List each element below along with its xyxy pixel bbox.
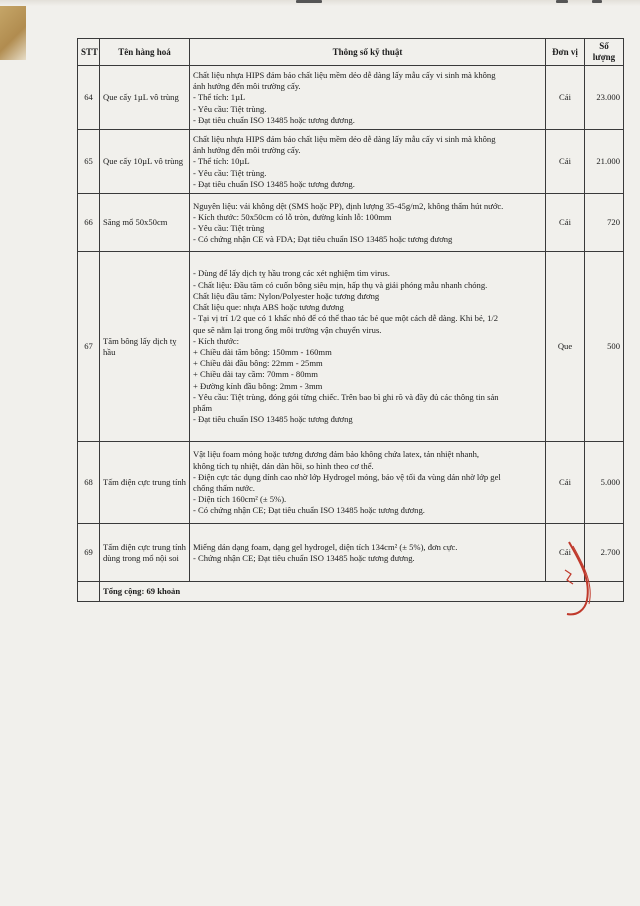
row-specification [190,252,546,442]
row-stt: 69 [78,524,100,582]
spec-line: ảnh hưởng đến môi trường cấy. [193,145,301,156]
spec-line: - Chứng nhận CE; Đạt tiêu chuẩn ISO 13485 hoặc tương đương. [193,552,415,563]
row-unit: Cái [546,524,585,582]
red-stamp-mark [561,540,601,618]
spec-line: - Có chứng nhận CE và FDA; Đạt tiêu chuẩn ISO 13485 hoặc tương đương [193,234,453,245]
table-row [78,66,624,130]
row-item-name: Tăm bông lấy dịch tỵ hầu [100,252,190,442]
table-row [78,524,624,582]
total-label: Tổng cộng: 69 khoản [100,582,624,602]
row-stt: 66 [78,194,100,252]
spec-line: không tích tụ nhiệt, dán dàn hồi, so hình theo cơ thể. [193,460,374,471]
spec-line: + Chiều dài tay cầm: 70mm - 80mm [193,369,318,380]
spec-line: phẩm [193,402,213,413]
spec-line: - Thể tích: 1µL [193,92,246,103]
row-quantity: 2.700 [585,524,624,582]
spec-line: Chất liệu nhựa HIPS đảm bảo chất liệu mềm dẻo dễ dàng lấy mẫu cấy vi sinh mà không [193,133,496,144]
row-quantity: 720 [585,194,624,252]
row-unit: Que [546,252,585,442]
specification-table [77,38,624,602]
cut-text-mark [296,0,322,3]
spec-line: - Đạt tiêu chuẩn ISO 13485 hoặc tương đương [193,414,353,425]
spec-line: - Yêu cầu: Tiệt trùng, đóng gói từng chiếc. Trên bao bì ghi rõ và đầy đủ các thông tin sản [193,391,499,402]
spec-line: Chất liệu đầu tăm: Nylon/Polyester hoặc tương đương [193,290,380,301]
spec-line: + Chiều dài tăm bông: 150mm - 160mm [193,346,332,357]
row-item-name: Que cấy 10µL vô trùng [100,130,190,194]
spec-line: - Đạt tiêu chuẩn ISO 13485 hoặc tương đương. [193,114,355,125]
row-item-name: Săng mổ 50x50cm [100,194,190,252]
desk-corner [0,0,26,60]
spec-line: - Dùng để lấy dịch tỵ hầu trong các xét nghiệm tìm virus. [193,268,390,279]
row-quantity: 5.000 [585,442,624,524]
spec-line: - Có chứng nhận CE; Đạt tiêu chuẩn ISO 13485 hoặc tương đương. [193,505,425,516]
table-row [78,194,624,252]
spec-line: + Chiều dài đầu bông: 22mm - 25mm [193,358,323,369]
table-row [78,130,624,194]
row-unit: Cái [546,130,585,194]
spec-line: Vật liệu foam mỏng hoặc tương đương đảm bảo không chứa latex, tản nhiệt nhanh, [193,449,480,460]
table-row [78,252,624,442]
table-header-row [78,39,624,66]
spec-line: - Diện tích 160cm² (± 5%). [193,494,287,505]
spec-line: - Kích thước: [193,335,239,346]
spec-line: - Kích thước: 50x50cm có lỗ tròn, đường kính lỗ: 100mm [193,211,392,222]
row-stt: 65 [78,130,100,194]
row-unit: Cái [546,66,585,130]
row-specification [190,66,546,130]
spec-line: - Chất liệu: Đầu tăm có cuốn bông siêu mịn, hấp thụ và giải phóng mẫu nhanh chóng. [193,279,488,290]
spec-line: Nguyên liệu: vải không dệt (SMS hoặc PP), định lượng 35-45g/m2, không thấm hút nước. [193,200,504,211]
row-item-name: Tấm điện cực trung tính dùng trong mổ nội soi [100,524,190,582]
spec-line: - Yêu cầu: Tiệt trùng [193,222,265,233]
row-item-name: Tấm điện cực trung tính [100,442,190,524]
spec-line: - Yêu cầu: Tiệt trùng. [193,103,267,114]
spec-line: Chất liệu que: nhựa ABS hoặc tương đương [193,302,344,313]
header-item-name: Tên hàng hoá [100,39,190,66]
spec-line: Miếng dán dạng foam, dạng gel hydrogel, diện tích 134cm² (± 5%), đơn cực. [193,541,458,552]
spec-line: que sẽ nằm lại trong ống môi trường vận chuyển virus. [193,324,382,335]
spec-line: - Yêu cầu: Tiệt trùng. [193,167,267,178]
row-stt: 68 [78,442,100,524]
header-stt: STT [78,39,100,66]
row-specification [190,194,546,252]
spec-line: + Đường kính đầu bông: 2mm - 3mm [193,380,323,391]
row-specification [190,130,546,194]
row-stt: 64 [78,66,100,130]
spec-line: chống thấm nước. [193,482,255,493]
row-specification [190,524,546,582]
header-unit: Đơn vị [546,39,585,66]
row-item-name: Que cấy 1µL vô trùng [100,66,190,130]
row-stt: 67 [78,252,100,442]
table-row [78,442,624,524]
spec-line: - Tại vị trí 1/2 que có 1 khấc nhỏ để có thể thao tác bẻ que một cách dễ dàng. Khi bẻ, 1/2 [193,313,499,324]
spec-line: - Thể tích: 10µL [193,156,250,167]
row-unit: Cái [546,442,585,524]
spec-line: ảnh hưởng đến môi trường cấy. [193,81,301,92]
header-quantity: Số lượng [585,39,624,66]
cut-text-mark [556,0,568,3]
header-specification: Thông số kỹ thuật [190,39,546,66]
spec-line: - Đạt tiêu chuẩn ISO 13485 hoặc tương đương. [193,178,355,189]
table-total-row [78,582,624,602]
row-unit: Cái [546,194,585,252]
row-quantity: 500 [585,252,624,442]
spec-line: - Điện cực tác dụng dính cao nhờ lớp Hydrogel mỏng, bảo vệ tối đa vùng dán nhờ lớp gel [193,471,501,482]
row-quantity: 23.000 [585,66,624,130]
spec-line: Chất liệu nhựa HIPS đảm bảo chất liệu mềm dẻo dễ dàng lấy mẫu cấy vi sinh mà không [193,69,496,80]
row-specification [190,442,546,524]
row-quantity: 21.000 [585,130,624,194]
cut-text-mark [592,0,602,3]
